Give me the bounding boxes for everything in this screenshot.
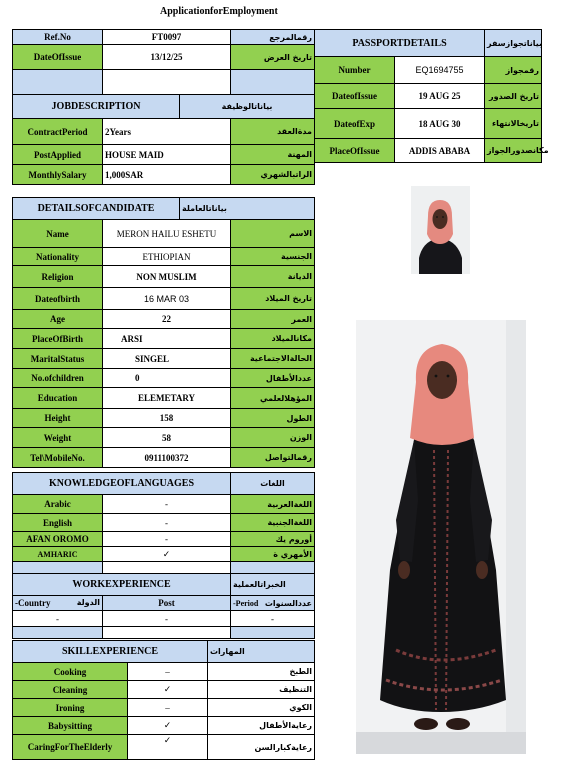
blank-cell — [103, 627, 231, 639]
work-cell-period: - — [231, 611, 315, 627]
skill-elderly-label-ar: رعايةكبارالسن — [208, 735, 315, 760]
passport-table — [314, 29, 549, 163]
lang-amharic-value: ✓ — [103, 547, 231, 562]
height-value: 158 — [103, 409, 231, 428]
religion-label-ar: الديانة — [231, 266, 315, 288]
skill-babysitting-value: ✓ — [128, 717, 208, 735]
lang-english-label: English — [13, 514, 103, 532]
ref-label-ar: رقمالمرجع — [231, 30, 315, 45]
work-table — [12, 573, 315, 639]
passport-place-label: PlaceOfIssue — [315, 139, 395, 163]
blank-cell — [231, 627, 315, 639]
name-label-ar: الاسم — [231, 220, 315, 248]
passport-issue-value: 19 AUG 25 — [395, 84, 485, 109]
skill-cooking-value: – — [128, 663, 208, 681]
contract-value: 2Years — [103, 119, 231, 145]
marital-value: SINGEL — [103, 349, 231, 369]
birthplace-value: ARSI — [103, 329, 231, 349]
page-title: ApplicationforEmployment — [160, 6, 278, 17]
marital-label: MaritalStatus — [13, 349, 103, 369]
age-label-ar: العمر — [231, 310, 315, 329]
skill-babysitting-label: Babysitting — [13, 717, 128, 735]
blank-cell — [13, 627, 103, 639]
age-label: Age — [13, 310, 103, 329]
religion-value: NON MUSLIM — [103, 266, 231, 288]
work-col-country — [13, 596, 103, 611]
passport-issue-label: DateofIssue — [315, 84, 395, 109]
children-label-ar: عددالأطفال — [231, 369, 315, 388]
ref-label: Ref.No — [13, 30, 103, 45]
lang-arabic-label: Arabic — [13, 495, 103, 514]
issue-label: DateOfIssue — [13, 45, 103, 70]
passport-photo — [411, 186, 470, 274]
work-col-country-en: -Country — [15, 598, 51, 608]
job-header: JOBDESCRIPTION — [13, 95, 180, 119]
blank-cell — [103, 562, 231, 574]
issue-value: 13/12/25 — [103, 45, 231, 70]
skill-ironing-label: Ironing — [13, 699, 128, 717]
languages-header-ar: اللغات — [231, 473, 315, 495]
work-header-ar: الخبراتالعملية — [231, 574, 315, 596]
candidate-table — [12, 197, 315, 468]
skill-cooking-label: Cooking — [13, 663, 128, 681]
children-value: 0 — [103, 369, 231, 388]
blank-cell — [231, 562, 315, 574]
salary-value: 1,000SAR — [103, 165, 231, 185]
passport-number-label-ar: رقمجواز — [485, 57, 542, 84]
job-table — [12, 94, 315, 185]
passport-header: PASSPORTDETAILS — [315, 30, 485, 57]
name-value: MERON HAILU ESHETU — [103, 220, 231, 248]
work-col-country-ar: الدولة — [76, 598, 100, 607]
blank-cell — [13, 70, 103, 95]
blank-cell — [231, 70, 315, 95]
phone-label: Tel\MobileNo. — [13, 448, 103, 468]
passport-number-value: EQ1694755 — [395, 57, 485, 84]
skills-table — [12, 640, 315, 760]
lang-oromo-label-ar: أوروم يك — [231, 532, 315, 547]
skills-header-ar: المهارات — [208, 641, 315, 663]
birthplace-label-ar: مكانالميلاد — [231, 329, 315, 349]
skills-header: SKILLEXPERIENCE — [13, 641, 208, 663]
dob-label-ar: تاريخ الميلاد — [231, 288, 315, 310]
lang-english-value: - — [103, 514, 231, 532]
age-value: 22 — [103, 310, 231, 329]
languages-table — [12, 472, 315, 574]
work-cell-country: - — [13, 611, 103, 627]
education-label-ar: المؤهلالعلمي — [231, 388, 315, 409]
blank-cell — [103, 70, 231, 95]
skill-elderly-value: ✓ — [128, 735, 208, 760]
candidate-header-ar: بياناتالعاملة — [180, 198, 315, 220]
religion-label: Religion — [13, 266, 103, 288]
ref-value: FT0097 — [103, 30, 231, 45]
salary-label-ar: الراتبالشهري — [231, 165, 315, 185]
height-label-ar: الطول — [231, 409, 315, 428]
lang-oromo-label: AFAN OROMO — [13, 532, 103, 547]
nationality-label-ar: الجنسية — [231, 248, 315, 266]
reference-table — [12, 29, 315, 95]
languages-header: KNOWLEDGEOFLANGUAGES — [13, 473, 231, 495]
work-col-period — [231, 596, 315, 611]
marital-label-ar: الحالةالاجتماعية — [231, 349, 315, 369]
work-col-period-ar: عددالسنوات — [264, 598, 313, 608]
salary-label: MonthlySalary — [13, 165, 103, 185]
children-label: No.ofchildren — [13, 369, 103, 388]
skill-cleaning-label: Cleaning — [13, 681, 128, 699]
job-header-ar: بياناتالوظيفة — [180, 95, 315, 119]
portrait-illustration — [411, 186, 470, 274]
skill-babysitting-label-ar: رعايةالأطفال — [208, 717, 315, 735]
skill-ironing-value: – — [128, 699, 208, 717]
blank-cell — [13, 562, 103, 574]
passport-header-ar: بياناتجوازسفر — [485, 30, 542, 57]
nationality-label: Nationality — [13, 248, 103, 266]
weight-label: Weight — [13, 428, 103, 448]
dob-label: Dateofbirth — [13, 288, 103, 310]
contract-label-ar: مدةالعقد — [231, 119, 315, 145]
phone-value: 0911100372 — [103, 448, 231, 468]
full-body-photo — [356, 320, 526, 754]
passport-place-label-ar: مكانصدورالجواز — [485, 139, 542, 163]
work-cell-post: - — [103, 611, 231, 627]
lang-amharic-label-ar: الأمهري ة — [231, 547, 315, 562]
education-value: ELEMETARY — [103, 388, 231, 409]
phone-label-ar: رقمالتواصل — [231, 448, 315, 468]
work-header: WORKEXPERIENCE — [13, 574, 231, 596]
lang-amharic-label: AMHARIC — [13, 547, 103, 562]
post-label: PostApplied — [13, 145, 103, 165]
skill-elderly-label: CaringForTheElderly — [13, 735, 128, 760]
passport-number-label: Number — [315, 57, 395, 84]
lang-english-label-ar: اللغةالجنبية — [231, 514, 315, 532]
post-label-ar: المهنة — [231, 145, 315, 165]
weight-label-ar: الوزن — [231, 428, 315, 448]
issue-label-ar: تاريخ العرض — [231, 45, 315, 70]
height-label: Height — [13, 409, 103, 428]
passport-issue-label-ar: تاريخ الصدور — [485, 84, 542, 109]
skill-cooking-label-ar: الطبخ — [208, 663, 315, 681]
post-value: HOUSE MAID — [103, 145, 231, 165]
name-label: Name — [13, 220, 103, 248]
nationality-value: ETHIOPIAN — [103, 248, 231, 266]
birthplace-label: PlaceOfBirth — [13, 329, 103, 349]
skill-cleaning-value: ✓ — [128, 681, 208, 699]
weight-value: 58 — [103, 428, 231, 448]
dob-value: 16 MAR 03 — [103, 288, 231, 310]
skill-cleaning-label-ar: التنظيف — [208, 681, 315, 699]
passport-place-value: ADDIS ABABA — [395, 139, 485, 163]
candidate-header: DETAILSOFCANDIDATE — [13, 198, 180, 220]
skill-ironing-label-ar: الكوي — [208, 699, 315, 717]
work-col-post: Post — [103, 596, 231, 611]
full-body-illustration — [356, 320, 526, 754]
education-label: Education — [13, 388, 103, 409]
passport-exp-value: 18 AUG 30 — [395, 109, 485, 139]
lang-oromo-value: - — [103, 532, 231, 547]
contract-label: ContractPeriod — [13, 119, 103, 145]
passport-exp-label: DateofExp — [315, 109, 395, 139]
passport-exp-label-ar: تاريخالانتهاء — [485, 109, 542, 139]
lang-arabic-value: - — [103, 495, 231, 514]
lang-arabic-label-ar: اللغةالعربية — [231, 495, 315, 514]
work-col-period-en: -Period — [233, 598, 259, 608]
